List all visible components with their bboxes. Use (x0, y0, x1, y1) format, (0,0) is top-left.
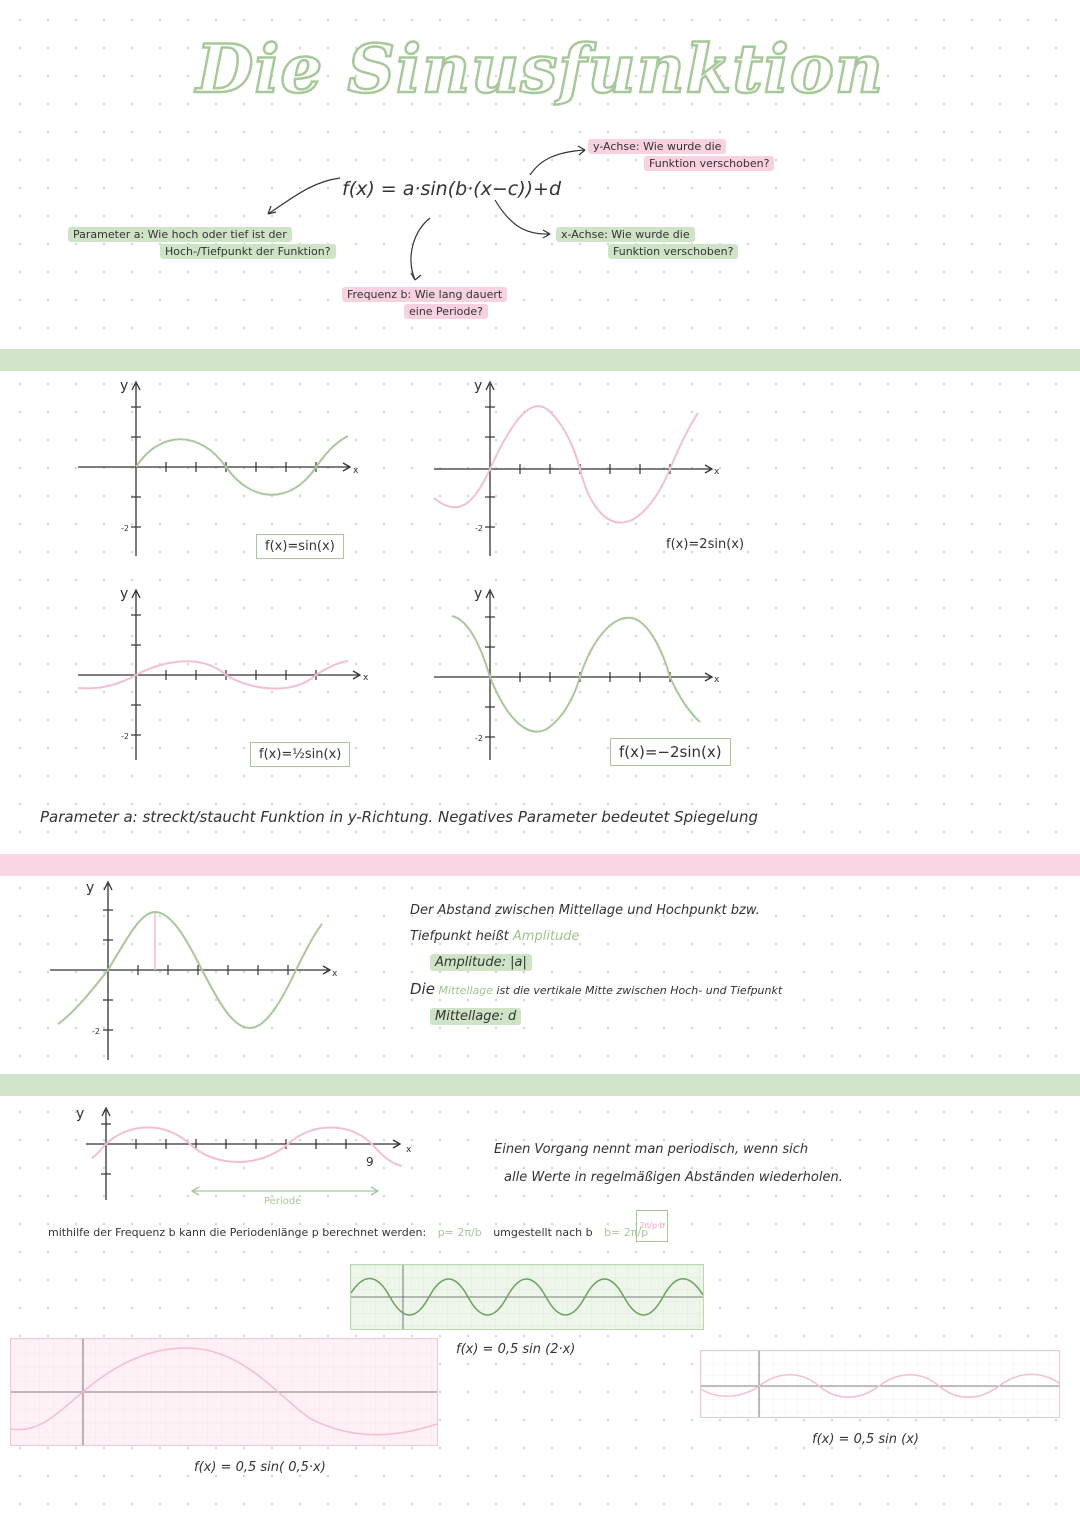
periode-y-label: y (76, 1106, 85, 1122)
graph-neg-2sin-x (434, 586, 720, 760)
label-2sin-x: f(x)=2sin(x) (666, 537, 745, 552)
annotation-param-b (342, 286, 507, 320)
amp-formula: Amplitude: |a| (430, 954, 532, 971)
amp-line-1: Der Abstand zwischen Mittellage und Hochpunkt bzw. (410, 903, 760, 918)
label-05sin05x: f(x) = 0,5 sin( 0,5·x) (194, 1460, 326, 1475)
graph-half-sin-x (78, 586, 369, 760)
g2-y-neg-tick: -2 (475, 524, 483, 533)
param-b-line-1: Frequenz b: Wie lang dauert (342, 287, 507, 302)
graph-panel-center (350, 1264, 704, 1330)
param-d-line-1: y-Achse: Wie wurde die (588, 139, 726, 154)
amp-y-neg-tick: -2 (92, 1027, 100, 1036)
label-half-sin-x: f(x)=½sin(x) (250, 742, 350, 767)
amp-y-label: y (86, 880, 95, 896)
g4-x-label: x (714, 675, 720, 685)
umgestellt-text: umgestellt nach b (493, 1226, 593, 1239)
label-sin-x: f(x)=sin(x) (256, 534, 344, 559)
param-c-line-2: Funktion verschoben? (608, 244, 738, 259)
b-formula-box: 2π/p·b (636, 1210, 668, 1242)
g4-y-label: y (474, 586, 483, 602)
periodic-line-2: alle Werte in regelmäßigen Abständen wiederholen. (504, 1170, 843, 1185)
param-b-line-2: eine Periode? (404, 304, 488, 319)
periode-x-label: x (406, 1145, 412, 1155)
g1-y-label: y (120, 378, 129, 394)
b-formula: b= 2π/p (604, 1226, 649, 1239)
page-title: Die Sinusfunktion (196, 30, 884, 108)
graph-05sin2x (351, 1265, 703, 1329)
graph-panel-left (10, 1338, 438, 1446)
param-a-line-1: Parameter a: Wie hoch oder tief ist der (68, 227, 292, 242)
periode-tick-9: 9 (366, 1155, 374, 1169)
amp-line-3-post: ist die vertikale Mitte zwischen Hoch- und Tiefpunkt (496, 984, 783, 997)
section-divider-green (0, 349, 1080, 371)
g4-y-neg-tick: -2 (475, 734, 483, 743)
label-05sin2x: f(x) = 0,5 sin (2·x) (456, 1342, 576, 1357)
g2-x-label: x (714, 467, 720, 477)
param-c-line-1: x-Achse: Wie wurde die (556, 227, 695, 242)
mittellage-word: Mittellage (438, 984, 493, 997)
amp-word: Amplitude (512, 929, 580, 944)
amp-formula-row (410, 950, 782, 976)
g3-y-label: y (120, 586, 129, 602)
periode-label: Periode (264, 1196, 302, 1207)
graphs-parameter-a (0, 370, 1080, 790)
p-formula: p= 2π/b (437, 1226, 482, 1239)
amp-line-3-pre: Die (410, 980, 435, 998)
g2-y-label: y (474, 378, 483, 394)
section-divider-green-2 (0, 1074, 1080, 1096)
annotation-param-d (588, 138, 774, 172)
sine-formula: f(x) = a·sin(b·(x−c))+d (342, 178, 562, 200)
g1-x-label: x (353, 466, 359, 476)
g3-x-label: x (363, 673, 369, 683)
graph-05sin05x (11, 1339, 437, 1445)
annotation-param-a (68, 226, 336, 260)
amp-x-label: x (332, 969, 338, 979)
label-neg-2sin-x: f(x)=−2sin(x) (610, 738, 731, 766)
amplitude-text (410, 898, 782, 1030)
annotation-param-c (556, 226, 738, 260)
param-a-line-2: Hoch-/Tiefpunkt der Funktion? (160, 244, 336, 259)
amp-line-2-pre: Tiefpunkt heißt (410, 929, 509, 944)
periodic-line-1: Einen Vorgang nennt man periodisch, wenn sich (494, 1142, 809, 1157)
frequency-text (48, 1226, 648, 1239)
periodic-text (494, 1136, 843, 1192)
periode-graph (0, 1096, 440, 1216)
amp-line-3 (410, 976, 782, 1004)
graph-05sinx (701, 1351, 1059, 1417)
frequency-main: mithilfe der Frequenz b kann die Periodenlänge p berechnet werden: (48, 1226, 427, 1239)
g3-y-neg-tick: -2 (121, 732, 129, 741)
graph-sin-x (78, 378, 359, 556)
mittellage-row (410, 1004, 782, 1030)
param-a-explanation: Parameter a: streckt/staucht Funktion in y-Richtung. Negatives Parameter bedeutet Spiegelung (40, 808, 759, 826)
amp-line-2 (410, 924, 782, 950)
g1-y-neg-tick: -2 (121, 524, 129, 533)
amplitude-graph (0, 872, 400, 1072)
mittellage-formula: Mittellage: d (430, 1008, 521, 1025)
param-d-line-2: Funktion verschoben? (644, 156, 774, 171)
graph-2sin-x (434, 378, 720, 556)
label-05sinx: f(x) = 0,5 sin (x) (812, 1432, 919, 1447)
graph-panel-right (700, 1350, 1060, 1418)
